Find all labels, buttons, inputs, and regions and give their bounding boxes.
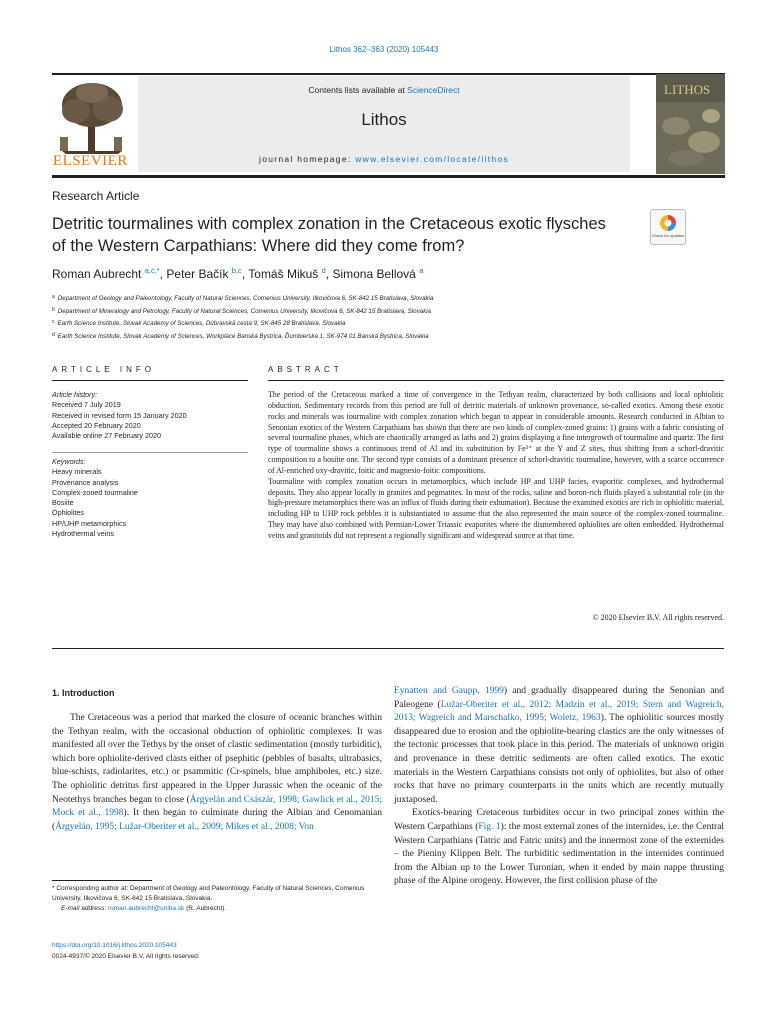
masthead-top-rule: [52, 73, 725, 75]
history-accepted: Accepted 20 February 2020: [52, 420, 141, 430]
masthead-bottom-rule: [52, 175, 725, 178]
citation-link[interactable]: Árgyelán, 1995; Lužar-Oberiter et al., 2009; Mikes et al., 2008; Von: [55, 821, 314, 832]
history-online: Available online 27 February 2020: [52, 431, 161, 441]
intro-paragraph: The Cretaceous was a period that marked the closure of oceanic branches within the Tethyan realm, with the occasional obduction of ophiolitic complexes. It was manifested all over the Tethys by the onset of clastic sedimentation (mostly turbiditic), which bore ophiolite-derived clasts either of psephitic (pebbles of basalts, ultrabasics, blue-schists, radiolarites, etc.) or psammitic (Cr-spinels, blue amphiboles, etc.) size. The ophiolitic detritus first appeared in the Upper Jurassic when the oceanic of the Neotethys branches began to close (Árgyelán and Császár, 1998; Gawlick et al., 2015; Mock et al., 1998). It then began to culminate during the Albian and Cenomanian (Árgyelán, 1995; Lužar-Oberiter et al., 2009; Mikes et al., 2008; Von: [52, 713, 382, 832]
journal-reference[interactable]: Lithos 362–363 (2020) 105443: [329, 45, 439, 54]
keyword-item: Hydrothermal veins: [52, 529, 114, 539]
footnote-rule: [52, 880, 152, 881]
keyword-item: Ophiolites: [52, 508, 84, 518]
affiliation-item: $^b$ Department of Mineralogy and Petrology, Faculty of Natural Sciences, Comenius University, Ilkovičova 6, SK-842 15 Bratislava, Slovakia: [52, 306, 432, 315]
footnote-text: * Corresponding author at: Department of Geology and Paleontology, Faculty of Natural Sciences, Comenius University, Ilkovičova 6, SK-842 15 Bratislava, Slovakia.: [52, 885, 365, 902]
affiliations: [52, 292, 692, 342]
journal-cover-image[interactable]: [656, 74, 725, 174]
intro-paragraph: Eynatten and Gaupp, 1999) and gradually disappeared during the Senonian and Paleogene (Lužar-Oberiter et al., 2012; Madzin et al., 2019; Stern and Wagreich, 2013; Wagreich and Marschalko, 1995; Woletz, 1963). The ophiolitic sources mostly disappeared due to erosion and the ophiolite-bearing clastics are the only witnesses of the tectonic processes that took place in this period. The materials of unknown origin and provenance in these detritic sediments are often called exotics. The exotic materials in the Western Carpathians consists not only of ophiolites, but also of other rocks that have no primary counterparts in the units which are recently mutually juxtaposed.: [394, 686, 725, 805]
keyword-item: Complex-zoned tourmaline: [52, 487, 138, 497]
masthead: [52, 73, 725, 177]
keyword-item: HP/UHP metamorphics: [52, 518, 127, 528]
abstract-rule: [268, 380, 724, 381]
check-updates-label: Check for updates: [651, 233, 685, 238]
keywords: [52, 457, 248, 539]
keyword-item: Bosiite: [52, 498, 74, 508]
abstract-body: [268, 390, 724, 542]
article-info-rule: [52, 380, 248, 381]
journal-name: Lithos: [361, 110, 407, 129]
article-history: [52, 390, 248, 441]
history-label: Article history:: [52, 390, 98, 399]
homepage-line: [138, 154, 630, 164]
affiliation-item: $^a$ Department of Geology and Paleontology, Faculty of Natural Sciences, Comenius University, Ilkovičova 6, SK-842 15 Bratislava, Slovakia: [52, 294, 434, 302]
citation-link[interactable]: Lužar-Oberiter et al., 2012; Madzin et al., 2019; Stern and Wagreich, 2013; Wagreich and Marschalko, 1995; Woletz, 1963: [394, 699, 724, 724]
email-link[interactable]: roman.aubrecht@uniba.sk: [107, 905, 185, 912]
abstract-paragraph: Tourmaline with complex zonation occurs in metamorphics, which include HP and UHP facies, evaporitic complexes, and hydrothermal deposits. They also appear locally in granites and pegmatites. In most of the rocks, saline and boron-rich fluids played a substantial role (in the high-pressure metamorphics there was an influx of fluids during their exhumation). Because the examined exotics are rich in ophiolitic material, including HP to UHP rock pebbles it is substantiated to assume that the also represented the main source of the complex-zoned tourmaline. They may have also combined with Permian-Lower Triassic evaporites where the dismembered ophiolites are often embedded. Hydrothermal veins and granitoids did not represent a regionally significant and widespread source at that time.: [268, 476, 724, 540]
affiliation-item: $^c$ Earth Science Institute, Slovak Academy of Sciences, Dúbravská cesta 9, SK-845 28 Bratislava, Slovakia: [52, 319, 346, 327]
page-footer: [52, 940, 382, 962]
author-affiliation-mark[interactable]: a,c,*: [144, 266, 160, 275]
article-info-heading: ARTICLE INFO: [52, 365, 155, 374]
abstract-copyright: © 2020 Elsevier B.V. All rights reserved.: [592, 613, 724, 622]
contents-line: [138, 85, 630, 95]
citation-link[interactable]: Eynatten and Gaupp, 1999: [394, 686, 504, 696]
author-affiliation-mark[interactable]: d: [321, 266, 326, 275]
citation-link[interactable]: Árgyelán and Császár, 1998; Gawlick et al., 2015; Mock et al., 1998: [52, 794, 382, 819]
author-name[interactable]: Peter Bačík: [166, 267, 229, 281]
figure-link[interactable]: Fig. 1: [478, 821, 501, 832]
info-divider: [52, 452, 248, 453]
keywords-label: Keywords:: [52, 457, 86, 466]
author-affiliation-mark[interactable]: a: [419, 266, 424, 275]
author-name[interactable]: Simona Bellová: [332, 267, 416, 281]
keyword-item: Heavy minerals: [52, 467, 102, 477]
keyword-item: Provenance analysis: [52, 477, 119, 487]
section-divider: [52, 648, 724, 649]
abstract-heading: ABSTRACT: [268, 365, 343, 374]
affiliation-item: $^d$ Earth Science Institute, Slovak Academy of Sciences, Workplace Banská Bystrica, Ďumbierska 1, SK-974 01 Banská Bystrica, Slovakia: [52, 331, 429, 340]
intro-left-column: [52, 712, 382, 834]
corresponding-author-footnote: [52, 884, 382, 914]
homepage-link[interactable]: www.elsevier.com/locate/lithos: [355, 154, 509, 164]
author-affiliation-mark[interactable]: b,c: [231, 266, 242, 275]
homepage-prefix: journal homepage:: [259, 154, 356, 164]
article-title: Detritic tourmalines with complex zonation in the Cretaceous exotic flysches of the Western Carpathians: Where did they come from?: [52, 215, 606, 255]
check-for-updates-button[interactable]: [650, 209, 686, 245]
history-revised: Received in revised form 15 January 2020: [52, 410, 187, 420]
abstract-paragraph: The period of the Cretaceous marked a time of convergence in the Tethyan realm, characterized by both collisions and local ophiolitic obduction. Sedimentary records from this period are full of detritic materials of unknown provenance, so-called exotics. Among these exotic rocks and minerals was tourmaline with complex zonation which began to appear in considerable amounts. Research conducted in Albian to Senonian exotics of the Western Carpathians has shown that there are two kinds of complex-zoned grains: 1) grains with a fabric consisting of several tourmaline phases, which are chaotically arranged as laths and 2) grains displaying a fine intergrowth of tourmaline and quartz. The first type of tourmaline shows a continuous trend of Al and its substitution by Fe³⁺ at the Y and Z sites, thus shifting from a schorl-dravitic composition to a bosiite one. The second type consists of a dominant presence of schorl-dravitic tourmaline, however, with a scarce occurrence of Al-enriched oxy-dravitic, foitic and magnesio-foitic compositions.: [268, 390, 724, 475]
cover-title: LITHOS: [664, 82, 711, 97]
author-list: Roman Aubrecht $^{a,c,*}$, Peter Bačík $^{b,c}$, Tomáš Mikuš $^d$, Simona Bellová $^a$: [52, 266, 424, 281]
history-received: Received 7 July 2019: [52, 400, 121, 410]
introduction-heading: 1. Introduction: [52, 688, 115, 698]
issn-copyright: 0024-4937/© 2020 Elsevier B.V. All rights reserved.: [52, 953, 200, 960]
publisher-wordmark: ELSEVIER: [53, 153, 128, 169]
author-name[interactable]: Tomáš Mikuš: [248, 267, 319, 281]
footnote-email: E-mail address: roman.aubrecht@uniba.sk (R. Aubrecht).: [61, 905, 227, 912]
check-updates-icon: [658, 213, 678, 233]
intro-paragraph: Exotics-bearing Cretaceous turbidites occur in two principal zones within the Western Carpathians (Fig. 1): the most external zones of the internides, i.e. the Central Western Carpathians (Tatric and Fatric units) and the innermost zone of the externides – the Pieniny Klippen Belt. The turbiditic sedimentation in the internides continued from the Albian up to the Lower Turonian, when it ended by main nappe thrusting phase of the Alpine orogeny. However, the first collision phase of the: [394, 808, 724, 887]
sciencedirect-link[interactable]: ScienceDirect: [407, 85, 460, 95]
journal-banner: [138, 76, 630, 172]
doi-link[interactable]: https://doi.org/10.1016/j.lithos.2020.105443: [52, 942, 177, 949]
contents-prefix: Contents lists available at: [308, 85, 408, 95]
author-name[interactable]: Roman Aubrecht: [52, 267, 142, 281]
article-type: Research Article: [52, 189, 140, 203]
intro-right-column: [394, 685, 724, 889]
